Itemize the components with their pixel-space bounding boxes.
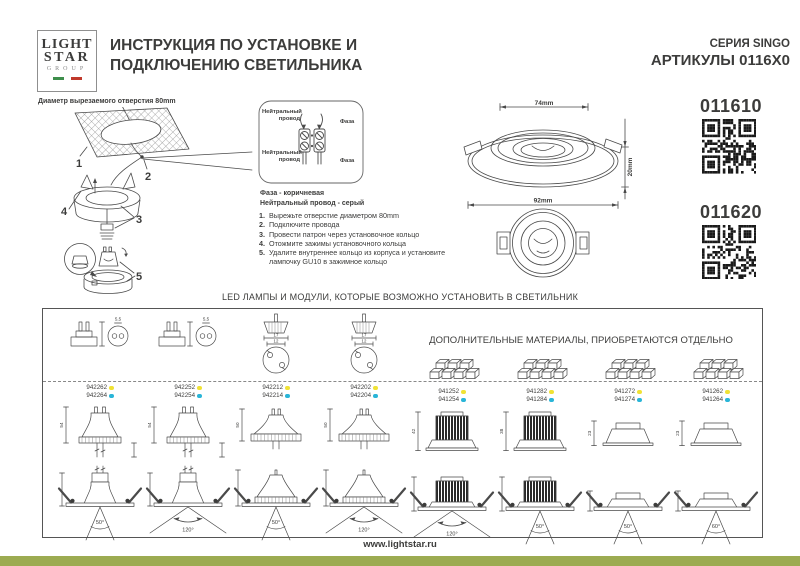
installed-section-drawing	[672, 467, 760, 545]
lamp-drawing-slot	[586, 407, 670, 467]
lamp-code-value: 942264	[86, 392, 108, 399]
lamp-codes	[350, 381, 377, 403]
led-column	[56, 309, 144, 541]
terminal	[299, 129, 310, 152]
lamp-code-value: 942214	[262, 392, 284, 399]
article-list	[700, 96, 763, 284]
installed-section-drawing	[56, 463, 144, 541]
module-cluster-icon	[588, 315, 668, 381]
top-icon-slot	[676, 309, 756, 385]
socket-gu53-icon	[60, 312, 140, 378]
color-temp-dot-cyan	[549, 398, 554, 403]
svg-text:50°: 50°	[95, 520, 105, 526]
led-column	[144, 309, 232, 541]
svg-text:60°: 60°	[711, 524, 721, 530]
svg-text:54: 54	[59, 422, 65, 428]
lamp-codes	[438, 385, 465, 407]
color-temp-dot-cyan	[285, 394, 290, 399]
top-icon-slot	[148, 309, 228, 381]
lamp-code	[86, 384, 113, 392]
lamp-code-value: 942202	[350, 384, 372, 391]
terminal	[314, 129, 325, 152]
lamp-code	[614, 388, 641, 396]
lamp-code	[702, 388, 729, 396]
lamp-code-value: 941284	[526, 396, 548, 403]
spring-clip	[81, 175, 93, 189]
dim-74mm: 74mm	[534, 100, 554, 107]
top-icon-slot	[500, 309, 580, 385]
installation-exploded-diagram	[35, 107, 260, 299]
color-temp-dot-cyan	[109, 394, 114, 399]
section-drawing-slot	[672, 467, 760, 541]
top-icon-slot	[588, 309, 668, 385]
installed-section-drawing	[144, 463, 232, 541]
neutral-wire-label: Нейтральный провод	[262, 150, 302, 163]
color-temp-dot-cyan	[725, 398, 730, 403]
article-block	[700, 201, 763, 285]
svg-text:50°: 50°	[535, 524, 545, 530]
top-icon-slot	[412, 309, 492, 385]
color-temp-dot-cyan	[373, 394, 378, 399]
led-column	[672, 309, 760, 541]
svg-text:23: 23	[675, 430, 681, 436]
socket-gu10-icon	[324, 312, 404, 378]
lamp-code	[262, 384, 289, 392]
svg-text:50: 50	[323, 422, 329, 428]
lamp-codes	[86, 381, 113, 403]
logo-group-text: GROUP	[46, 66, 88, 72]
section-drawing-slot	[144, 463, 232, 537]
instruction-item: 1. Вырежьте отверстие диаметром 80mm	[259, 211, 399, 220]
section-drawing-slot	[496, 467, 584, 541]
svg-text:42: 42	[411, 428, 417, 434]
top-icon-slot	[324, 309, 404, 381]
socket-gu53-icon	[148, 312, 228, 378]
step-number: 2	[145, 171, 152, 183]
dim-20mm: 20mm	[627, 157, 634, 177]
wire-color-notes	[260, 189, 364, 209]
led-columns	[56, 309, 759, 537]
flag-red-bar	[71, 77, 82, 80]
lamp-code	[614, 396, 641, 404]
led-column	[584, 309, 672, 541]
lamp-code-value: 941252	[438, 388, 460, 395]
phase-label: Фаза	[340, 158, 355, 164]
step-number: 3	[136, 214, 143, 226]
lamp-code	[526, 388, 553, 396]
lamp-code	[350, 384, 377, 392]
svg-text:120°: 120°	[182, 527, 194, 534]
instruction-item: 4. Отожмите зажимы установочного кольца	[259, 238, 407, 248]
svg-text:23: 23	[587, 430, 593, 436]
lamp-drawing	[674, 407, 758, 467]
section-drawing-slot	[408, 467, 496, 541]
color-temp-dot-yellow	[549, 390, 554, 395]
lamp-drawing	[586, 407, 670, 467]
led-column	[496, 309, 584, 541]
website-url: www.lightstar.ru	[363, 539, 437, 550]
lamp-code	[174, 392, 201, 400]
socket-gu10-icon	[236, 312, 316, 378]
color-temp-dot-yellow	[461, 390, 466, 395]
step-number: 5	[136, 271, 143, 283]
svg-text:120°: 120°	[358, 527, 370, 534]
color-temp-dot-cyan	[637, 398, 642, 403]
lamp-drawing	[410, 407, 494, 467]
top-icon-slot	[60, 309, 140, 381]
lamp-code-value: 941272	[614, 388, 636, 395]
svg-text:17: 17	[361, 332, 367, 338]
lamp-code-value: 942254	[174, 392, 196, 399]
module-cluster-icon	[676, 315, 756, 381]
header-right	[651, 37, 790, 70]
installed-section-drawing	[232, 463, 320, 541]
color-temp-dot-cyan	[197, 394, 202, 399]
led-section-title: LED ЛАМПЫ И МОДУЛИ, КОТОРЫЕ ВОЗМОЖНО УСТАНОВИТЬ В СВЕТИЛЬНИК	[221, 292, 579, 302]
logo-flag-icon	[38, 77, 96, 80]
module-cluster-icon	[412, 315, 492, 381]
spring-clip	[464, 141, 482, 155]
installed-section-drawing	[496, 467, 584, 545]
lamp-code	[174, 384, 201, 392]
installed-section-drawing	[584, 467, 672, 545]
footer-green-bar	[0, 556, 800, 566]
svg-text:54: 54	[147, 422, 153, 428]
instruction-item: 5. Удалите внутреннее кольцо из корпуса и установите лампочку GU10 в зажимное кольцо	[259, 248, 446, 267]
lamp-code-value: 942204	[350, 392, 372, 399]
lamp-codes	[174, 381, 201, 403]
module-cluster-icon	[500, 315, 580, 381]
lamp-drawing-slot	[498, 407, 582, 467]
page-title: ИНСТРУКЦИЯ ПО УСТАНОВКЕ И ПОДКЛЮЧЕНИЮ СВЕТИЛЬНИКА	[110, 37, 363, 74]
lamp-drawing	[146, 403, 230, 463]
cable	[111, 157, 142, 185]
svg-text:50°: 50°	[271, 520, 281, 526]
svg-text:17: 17	[273, 332, 279, 338]
lamp-code	[350, 392, 377, 400]
section-drawing-slot	[232, 463, 320, 537]
lamp-code	[438, 388, 465, 396]
lamp-drawing	[234, 403, 318, 463]
dim-92mm: 92mm	[533, 197, 553, 205]
qr-code	[702, 119, 757, 174]
housing-ring	[84, 270, 132, 284]
lamp-code	[438, 396, 465, 404]
lamp-code	[702, 396, 729, 404]
spring-clip	[123, 173, 135, 189]
step-number: 4	[61, 206, 68, 218]
article-number: 011610	[700, 96, 763, 116]
led-column	[320, 309, 408, 541]
lamp-drawing-slot	[234, 403, 318, 463]
instruction-item: 3. Провести патрон через установочное кольцо	[259, 229, 420, 239]
lamp-code-value: 941254	[438, 396, 460, 403]
neutral-wire-label: Нейтральный провод	[262, 109, 302, 122]
led-lamps-box	[42, 308, 763, 538]
lamp-code-value: 942212	[262, 384, 284, 391]
color-temp-dot-yellow	[197, 386, 202, 391]
wiring-diagram	[258, 100, 364, 185]
lamp-drawing	[322, 403, 406, 463]
installed-section-drawing	[408, 467, 496, 545]
additional-materials-title: ДОПОЛНИТЕЛЬНЫЕ МАТЕРИАЛЫ, ПРИОБРЕТАЮТСЯ ОТДЕЛЬНО	[429, 335, 733, 346]
svg-text:12: 12	[273, 338, 279, 344]
lamp-drawing-slot	[322, 403, 406, 463]
article-block	[700, 96, 763, 179]
lamp-code	[262, 392, 289, 400]
series-label: СЕРИЯ SINGO	[709, 38, 790, 50]
lamp-drawing-slot	[146, 403, 230, 463]
lamp-codes	[614, 385, 641, 407]
svg-text:5,5: 5,5	[202, 316, 210, 322]
lamp-drawing	[58, 403, 142, 463]
gu10-lamp	[99, 252, 118, 266]
lamp-code-value: 941274	[614, 396, 636, 403]
lamp-code-value: 941282	[526, 388, 548, 395]
color-temp-dot-yellow	[373, 386, 378, 391]
section-drawing-slot	[56, 463, 144, 537]
led-column	[408, 309, 496, 541]
article-number: 011620	[700, 201, 763, 222]
lamp-code-value: 942262	[86, 384, 108, 391]
svg-text:5,5: 5,5	[114, 316, 122, 322]
lamp-code	[526, 396, 553, 404]
lamp-code-value: 942252	[174, 384, 196, 391]
color-temp-dot-cyan	[461, 398, 466, 403]
step-number: 1	[76, 158, 83, 170]
lamp-holder	[101, 224, 113, 230]
dimension-drawing	[462, 95, 636, 279]
lamp-codes	[702, 385, 729, 407]
color-temp-dot-yellow	[109, 386, 114, 391]
instruction-item: 2. Подключите провода	[259, 220, 340, 230]
flag-green-bar	[53, 77, 64, 80]
neutral-color-note: Нейтральный провод - серый	[260, 200, 365, 207]
section-drawing-slot	[584, 467, 672, 541]
color-temp-dot-yellow	[637, 390, 642, 395]
svg-text:50: 50	[235, 422, 241, 428]
lamp-drawing	[498, 407, 582, 467]
phase-label: Фаза	[340, 119, 355, 125]
svg-text:12: 12	[361, 338, 367, 344]
logo-text: STAR	[43, 50, 91, 65]
color-temp-dot-yellow	[285, 386, 290, 391]
lamp-code-value: 941264	[702, 396, 724, 403]
lamp-drawing-slot	[58, 403, 142, 463]
lamp-codes	[526, 385, 553, 407]
top-icon-slot	[236, 309, 316, 381]
phase-color-note: Фаза - коричневая	[260, 190, 325, 197]
lamp-code	[86, 392, 113, 400]
led-column	[232, 309, 320, 541]
svg-text:120°: 120°	[446, 531, 458, 538]
lamp-drawing-slot	[674, 407, 758, 467]
lamp-codes	[262, 381, 289, 403]
color-temp-dot-yellow	[725, 390, 730, 395]
svg-text:50°: 50°	[623, 524, 633, 530]
instruction-list	[259, 211, 475, 267]
lamp-code-value: 941262	[702, 388, 724, 395]
qr-code	[702, 225, 757, 280]
section-drawing-slot	[320, 463, 408, 537]
articles-label: АРТИКУЛЫ 0116X0	[650, 52, 790, 69]
hole-diameter-caption: Диаметр вырезаемого отверстия 80mm	[38, 98, 176, 105]
logo-text: LIGHT	[41, 37, 93, 52]
svg-text:38: 38	[499, 428, 505, 434]
lightstar-logo	[37, 30, 97, 92]
installed-section-drawing	[320, 463, 408, 541]
lamp-drawing-slot	[410, 407, 494, 467]
